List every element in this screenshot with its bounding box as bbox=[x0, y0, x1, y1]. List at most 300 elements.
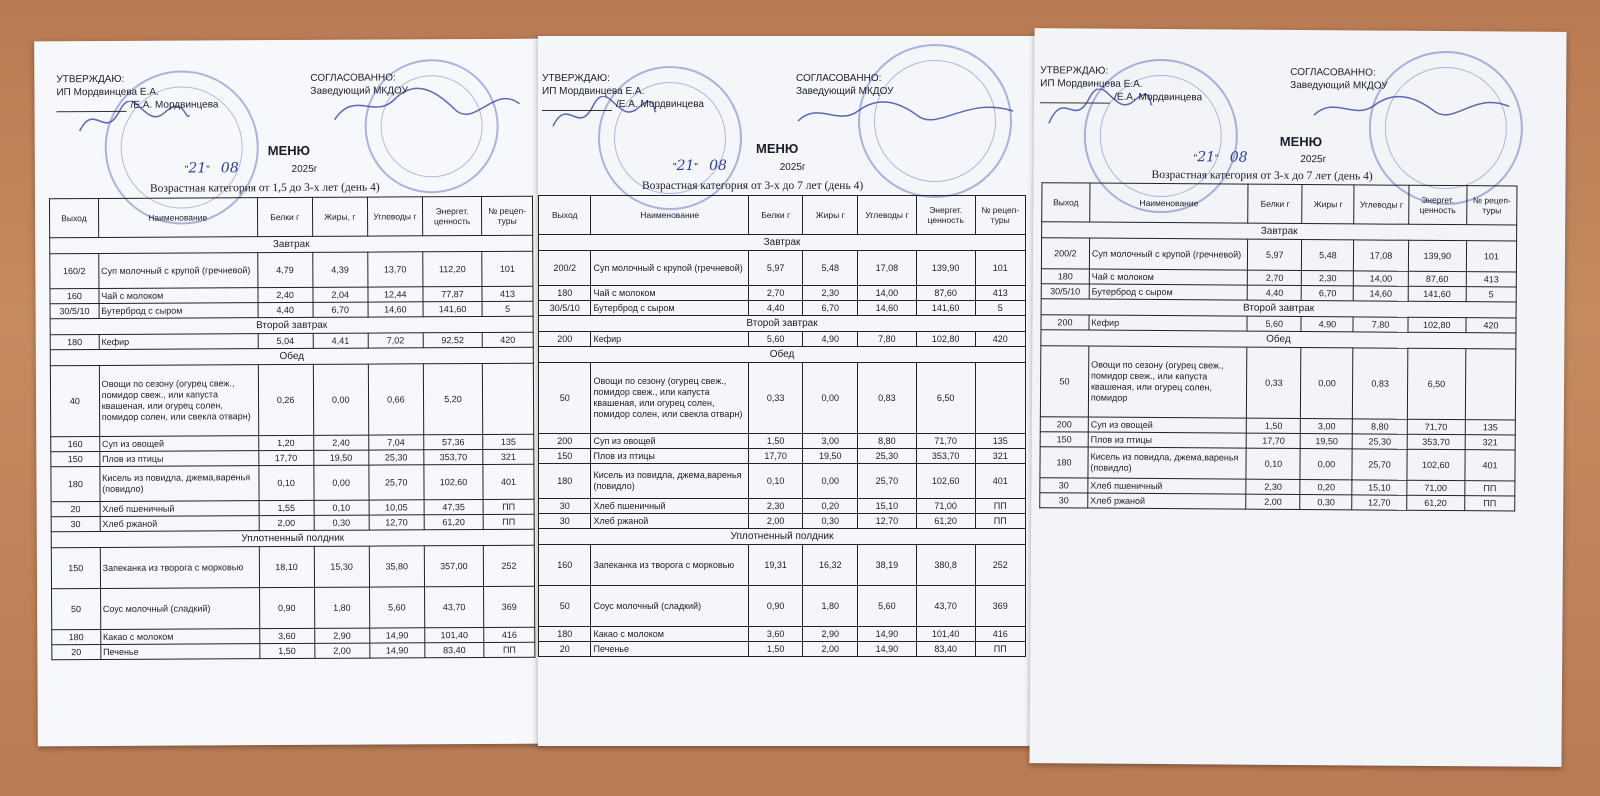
energy-cell: 61,20 bbox=[424, 514, 483, 529]
protein-cell: 17,70 bbox=[748, 449, 803, 464]
protein-cell: 2,30 bbox=[1246, 479, 1300, 494]
energy-cell: 102,80 bbox=[1408, 317, 1466, 332]
menu-sheet-preschool-copy bbox=[1029, 28, 1566, 767]
protein-cell: 0,33 bbox=[1247, 347, 1302, 418]
energy-cell: 102,60 bbox=[916, 464, 975, 499]
fat-cell: 0,30 bbox=[803, 514, 858, 529]
dish-name-cell: Кефир bbox=[591, 332, 748, 347]
portion-cell: 50 bbox=[1040, 346, 1088, 417]
table-row bbox=[539, 464, 1026, 499]
column-header: № рецеп-туры bbox=[482, 196, 533, 235]
protein-cell: 2,70 bbox=[748, 286, 803, 301]
column-header: Белки г bbox=[1248, 184, 1302, 223]
agreed-block bbox=[796, 72, 894, 98]
recipe-cell: ПП bbox=[484, 642, 535, 657]
portion-cell: 200/2 bbox=[539, 251, 591, 286]
fat-cell: 4,39 bbox=[312, 252, 367, 287]
carbs-cell: 25,70 bbox=[369, 465, 424, 500]
energy-cell: 101,40 bbox=[425, 627, 484, 642]
fat-cell: 15,30 bbox=[314, 546, 369, 587]
approve-org: ИП Мордвинцева Е.А. bbox=[1040, 78, 1143, 90]
table-row bbox=[51, 545, 534, 589]
carbs-cell: 25,30 bbox=[858, 449, 917, 464]
table-row bbox=[1040, 346, 1515, 420]
table-row bbox=[539, 586, 1026, 627]
carbs-cell: 14,60 bbox=[368, 302, 423, 317]
dish-name-cell: Хлеб пшеничный bbox=[1088, 478, 1246, 494]
protein-cell: 2,00 bbox=[748, 514, 803, 529]
energy-cell: 380,8 bbox=[916, 545, 975, 586]
fat-cell: 19,50 bbox=[803, 449, 858, 464]
fat-cell: 0,20 bbox=[803, 499, 858, 514]
recipe-cell: 420 bbox=[1466, 318, 1516, 333]
protein-cell: 5,04 bbox=[258, 333, 313, 348]
dish-name-cell: Хлеб пшеничный bbox=[100, 501, 259, 517]
dish-name-cell: Какао с молоком bbox=[591, 627, 748, 642]
fat-cell: 2,90 bbox=[314, 628, 369, 643]
table-row bbox=[539, 499, 1026, 514]
portion-cell: 180 bbox=[539, 464, 591, 499]
column-header: Жиры, г bbox=[312, 197, 367, 236]
fat-cell: 2,30 bbox=[1302, 271, 1354, 286]
energy-cell: 71,70 bbox=[1407, 419, 1465, 434]
carbs-cell: 15,10 bbox=[1352, 480, 1406, 495]
table-row bbox=[51, 464, 534, 502]
carbs-cell: 25,70 bbox=[858, 464, 917, 499]
agreed-org: Заведующий МКДОУ bbox=[310, 85, 408, 97]
energy-cell: 43,70 bbox=[424, 586, 484, 627]
carbs-cell: 12,70 bbox=[858, 514, 917, 529]
protein-cell: 0,10 bbox=[1246, 448, 1300, 479]
fat-cell: 6,70 bbox=[313, 302, 368, 317]
column-header: Углеводы г bbox=[367, 197, 422, 236]
approve-org: ИП Мордвинцева Е.А. bbox=[542, 86, 645, 97]
protein-cell: 18,10 bbox=[259, 546, 314, 587]
table-row bbox=[539, 301, 1026, 316]
protein-cell: 19,31 bbox=[748, 545, 803, 586]
table-row bbox=[50, 251, 533, 289]
energy-cell: 71,70 bbox=[916, 434, 975, 449]
protein-cell: 0,33 bbox=[748, 363, 803, 434]
recipe-cell: 135 bbox=[1465, 420, 1515, 435]
recipe-cell bbox=[975, 363, 1025, 434]
recipe-cell bbox=[1465, 349, 1516, 420]
menu-title: МЕНЮ bbox=[267, 142, 311, 159]
carbs-cell: 8,80 bbox=[1353, 419, 1407, 434]
dish-name-cell: Хлеб ржаной bbox=[1088, 493, 1246, 509]
dish-name-cell: Кефир bbox=[99, 334, 258, 350]
fat-cell: 2,40 bbox=[313, 435, 368, 450]
fat-cell: 0,00 bbox=[313, 364, 368, 435]
recipe-cell: 416 bbox=[975, 627, 1025, 642]
column-header: Выход bbox=[49, 198, 98, 237]
recipe-cell: 413 bbox=[975, 286, 1025, 301]
agreed-label: СОГЛАСОВАННО: bbox=[310, 72, 396, 84]
carbs-cell: 15,10 bbox=[858, 499, 917, 514]
section-title: Уплотненный полдник bbox=[51, 529, 534, 548]
protein-cell: 0,26 bbox=[258, 364, 313, 435]
age-category: Возрастная категория от 3-х до 7 лет (день 4) bbox=[1151, 168, 1373, 183]
energy-cell: 353,70 bbox=[424, 449, 483, 464]
protein-cell: 4,79 bbox=[257, 252, 312, 287]
portion-cell: 180 bbox=[1040, 447, 1088, 478]
column-header: Жиры г bbox=[1302, 185, 1354, 224]
fat-cell: 1,80 bbox=[803, 586, 858, 627]
dish-name-cell: Соус молочный (сладкий) bbox=[591, 586, 748, 627]
section-title: Завтрак bbox=[539, 235, 1026, 251]
menu-table bbox=[1039, 182, 1517, 511]
section-title: Обед bbox=[539, 347, 1026, 363]
carbs-cell: 25,70 bbox=[1352, 449, 1406, 480]
carbs-cell: 14,90 bbox=[858, 627, 917, 642]
energy-cell: 141,60 bbox=[1408, 286, 1466, 301]
fat-cell: 0,00 bbox=[314, 465, 369, 500]
fat-cell: 5,48 bbox=[1302, 240, 1354, 271]
dish-name-cell: Кисель из повидла, джема,варенья (повидло) bbox=[1088, 447, 1247, 479]
recipe-cell: 420 bbox=[482, 332, 533, 347]
agreed-label: СОГЛАСОВАННО: bbox=[796, 73, 882, 84]
approve-label: УТВЕРЖДАЮ: bbox=[542, 73, 610, 84]
table-row bbox=[52, 642, 535, 660]
protein-cell: 5,60 bbox=[1247, 316, 1301, 331]
energy-cell: 139,90 bbox=[1408, 240, 1467, 271]
carbs-cell: 17,08 bbox=[858, 251, 917, 286]
portion-cell: 30 bbox=[539, 499, 591, 514]
recipe-cell: 135 bbox=[975, 434, 1025, 449]
energy-cell: 6,50 bbox=[916, 363, 975, 434]
fat-cell: 0,20 bbox=[1300, 480, 1352, 495]
protein-cell: 3,60 bbox=[748, 627, 803, 642]
fat-cell: 0,10 bbox=[314, 500, 369, 515]
portion-cell: 200 bbox=[539, 332, 591, 347]
menu-date: "21" 08 2025г bbox=[184, 160, 318, 177]
dish-name-cell: Плов из птицы bbox=[1088, 432, 1246, 448]
portion-cell: 200 bbox=[539, 434, 591, 449]
fat-cell: 4,90 bbox=[1301, 317, 1353, 332]
column-header: Углеводы г bbox=[858, 196, 917, 235]
agreed-org: Заведующий МКДОУ bbox=[796, 86, 894, 97]
menu-sheet-preschool bbox=[538, 36, 1053, 746]
portion-cell: 200 bbox=[1041, 315, 1089, 330]
agreed-org: Заведующий МКДОУ bbox=[1290, 79, 1388, 92]
table-row bbox=[52, 586, 535, 630]
recipe-cell: 420 bbox=[975, 332, 1025, 347]
approve-label: УТВЕРЖДАЮ: bbox=[56, 73, 125, 86]
dish-name-cell: Суп из овощей bbox=[1088, 417, 1246, 433]
column-header: № рецеп-туры bbox=[975, 196, 1025, 235]
fat-cell: 2,90 bbox=[803, 627, 858, 642]
energy-cell: 43,70 bbox=[916, 586, 975, 627]
energy-cell: 141,60 bbox=[916, 301, 975, 316]
menu-table bbox=[538, 195, 1026, 657]
recipe-cell: 369 bbox=[484, 586, 535, 627]
portion-cell: 30 bbox=[539, 514, 591, 529]
recipe-cell: 413 bbox=[1466, 272, 1516, 287]
portion-cell: 40 bbox=[50, 365, 99, 436]
dish-name-cell: Кисель из повидла, джема,варенья (повидло) bbox=[591, 464, 748, 499]
carbs-cell: 38,19 bbox=[858, 545, 917, 586]
portion-cell: 160 bbox=[51, 436, 100, 451]
column-header: Белки г bbox=[257, 197, 312, 236]
carbs-cell: 5,60 bbox=[369, 587, 424, 628]
carbs-cell: 14,90 bbox=[858, 642, 917, 657]
protein-cell: 5,60 bbox=[748, 332, 803, 347]
recipe-cell: ПП bbox=[483, 499, 534, 514]
recipe-cell: ПП bbox=[1465, 481, 1515, 496]
dish-name-cell: Какао с молоком bbox=[100, 629, 259, 645]
energy-cell: 139,90 bbox=[916, 251, 975, 286]
energy-cell: 87,60 bbox=[1408, 271, 1466, 286]
portion-cell: 20 bbox=[539, 642, 591, 657]
fat-cell: 0,30 bbox=[1300, 495, 1352, 510]
approve-block bbox=[1040, 64, 1202, 104]
energy-cell: 83,40 bbox=[916, 642, 975, 657]
portion-cell: 150 bbox=[51, 451, 100, 466]
dish-name-cell: Кефир bbox=[1089, 315, 1247, 331]
portion-cell: 160 bbox=[539, 545, 591, 586]
recipe-cell: 252 bbox=[975, 545, 1025, 586]
dish-name-cell: Суп из овощей bbox=[591, 434, 748, 449]
table-header bbox=[539, 196, 1026, 235]
fat-cell: 3,00 bbox=[1301, 419, 1353, 434]
menu-date: "21" 08 2025г bbox=[673, 158, 806, 174]
table-row bbox=[539, 363, 1026, 434]
dish-name-cell: Хлеб ржаной bbox=[100, 516, 259, 532]
menu-sheet-toddlers bbox=[34, 39, 543, 747]
recipe-cell: 135 bbox=[483, 434, 534, 449]
dish-name-cell: Овощи по сезону (огурец свеж., помидор свеж., или капуста квашеная, или огурец солен, помидор солен, или свекла отварн) bbox=[591, 363, 748, 434]
energy-cell: 353,70 bbox=[1407, 434, 1465, 449]
carbs-cell: 12,70 bbox=[1352, 495, 1406, 510]
energy-cell: 5,20 bbox=[423, 363, 483, 434]
dish-name-cell: Хлеб ржаной bbox=[591, 514, 748, 529]
carbs-cell: 10,05 bbox=[369, 500, 424, 515]
portion-cell: 150 bbox=[1040, 432, 1088, 447]
carbs-cell: 0,83 bbox=[858, 363, 917, 434]
dish-name-cell: Печенье bbox=[591, 642, 748, 657]
recipe-cell: 101 bbox=[482, 251, 533, 286]
portion-cell: 50 bbox=[539, 363, 591, 434]
age-category: Возрастная категория от 1,5 до 3-х лет (день 4) bbox=[149, 181, 380, 195]
fat-cell: 19,50 bbox=[313, 450, 368, 465]
recipe-cell: 401 bbox=[483, 464, 534, 499]
portion-cell: 160 bbox=[50, 288, 99, 303]
approve-block bbox=[56, 72, 218, 112]
fat-cell: 2,00 bbox=[314, 643, 369, 658]
section-row bbox=[539, 529, 1026, 545]
table-row bbox=[539, 286, 1026, 301]
section-title: Обед bbox=[1041, 330, 1516, 349]
recipe-cell bbox=[482, 363, 533, 434]
protein-cell: 2,40 bbox=[258, 287, 313, 302]
section-title: Второй завтрак bbox=[50, 316, 533, 335]
energy-cell: 102,60 bbox=[424, 464, 483, 499]
recipe-cell: 401 bbox=[975, 464, 1025, 499]
recipe-cell: 5 bbox=[1466, 287, 1516, 302]
fat-cell: 2,00 bbox=[803, 642, 858, 657]
dish-name-cell: Чай с молоком bbox=[99, 288, 258, 304]
section-row bbox=[539, 316, 1026, 332]
table-row bbox=[539, 449, 1026, 464]
dish-name-cell: Суп молочный с крупой (гречневой) bbox=[591, 251, 748, 286]
portion-cell: 180 bbox=[1041, 269, 1089, 284]
section-title: Завтрак bbox=[1042, 222, 1517, 241]
column-header: Выход bbox=[539, 196, 591, 235]
recipe-cell: 416 bbox=[484, 627, 535, 642]
energy-cell: 83,40 bbox=[425, 642, 484, 657]
fat-cell: 4,41 bbox=[313, 333, 368, 348]
section-title: Завтрак bbox=[50, 235, 533, 254]
recipe-cell: 321 bbox=[483, 449, 534, 464]
recipe-cell: 5 bbox=[975, 301, 1025, 316]
dish-name-cell: Соус молочный (сладкий) bbox=[100, 588, 259, 630]
protein-cell: 17,70 bbox=[1246, 433, 1300, 448]
section-row bbox=[539, 347, 1026, 363]
fat-cell: 6,70 bbox=[803, 301, 858, 316]
portion-cell: 180 bbox=[539, 286, 591, 301]
menu-title: МЕНЮ bbox=[1279, 133, 1323, 150]
agreed-block bbox=[310, 71, 408, 98]
energy-cell: 61,20 bbox=[1406, 495, 1464, 510]
carbs-cell: 25,30 bbox=[1353, 434, 1407, 449]
column-header: Энергет. ценность bbox=[1408, 185, 1467, 224]
protein-cell: 0,90 bbox=[259, 587, 314, 628]
energy-cell: 71,00 bbox=[1406, 480, 1464, 495]
column-header: Белки г bbox=[748, 196, 803, 235]
column-header: Наименование bbox=[1090, 183, 1249, 223]
portion-cell: 180 bbox=[50, 334, 99, 349]
dish-name-cell: Плов из птицы bbox=[100, 451, 259, 467]
fat-cell: 2,04 bbox=[313, 287, 368, 302]
approve-label: УТВЕРЖДАЮ: bbox=[1040, 65, 1109, 77]
table-row bbox=[539, 545, 1026, 586]
carbs-cell: 7,80 bbox=[1353, 317, 1407, 332]
protein-cell: 5,97 bbox=[1248, 239, 1302, 270]
energy-cell: 357,00 bbox=[424, 545, 484, 586]
recipe-cell: 401 bbox=[1465, 450, 1515, 481]
dish-name-cell: Суп молочный с крупой (гречневой) bbox=[1089, 238, 1248, 270]
dish-name-cell: Запеканка из творога с морковью bbox=[591, 545, 748, 586]
recipe-cell: 101 bbox=[975, 251, 1025, 286]
dish-name-cell: Овощи по сезону (огурец свеж., помидор свеж., или капуста квашеная, или огурец солен, помидор bbox=[1088, 346, 1247, 418]
protein-cell: 3,60 bbox=[259, 628, 314, 643]
fat-cell: 19,50 bbox=[1301, 434, 1353, 449]
dish-name-cell: Суп молочный с крупой (гречневой) bbox=[98, 253, 257, 289]
agreed-block bbox=[1290, 66, 1388, 93]
carbs-cell: 14,00 bbox=[1354, 271, 1408, 286]
dish-name-cell: Плов из птицы bbox=[591, 449, 748, 464]
section-title: Второй завтрак bbox=[1041, 299, 1516, 318]
fat-cell: 3,00 bbox=[803, 434, 858, 449]
carbs-cell: 0,66 bbox=[368, 364, 423, 435]
portion-cell: 150 bbox=[539, 449, 591, 464]
portion-cell: 160/2 bbox=[50, 253, 99, 288]
recipe-cell: ПП bbox=[975, 514, 1025, 529]
energy-cell: 353,70 bbox=[916, 449, 975, 464]
fat-cell: 5,48 bbox=[803, 251, 858, 286]
energy-cell: 71,00 bbox=[916, 499, 975, 514]
protein-cell: 4,40 bbox=[1247, 285, 1301, 300]
protein-cell: 1,20 bbox=[258, 435, 313, 450]
protein-cell: 1,50 bbox=[748, 642, 803, 657]
approve-block bbox=[542, 72, 704, 111]
carbs-cell: 7,02 bbox=[368, 333, 423, 348]
carbs-cell: 8,80 bbox=[858, 434, 917, 449]
table-row bbox=[1041, 238, 1516, 272]
energy-cell: 92,52 bbox=[423, 332, 482, 347]
protein-cell: 1,50 bbox=[259, 643, 314, 658]
protein-cell: 2,00 bbox=[1246, 494, 1300, 509]
dish-name-cell: Чай с молоком bbox=[591, 286, 748, 301]
portion-cell: 50 bbox=[52, 588, 101, 629]
portion-cell: 200/2 bbox=[1041, 238, 1089, 269]
column-header: Энергет. ценность bbox=[916, 196, 975, 235]
recipe-cell: ПП bbox=[975, 499, 1025, 514]
carbs-cell: 12,44 bbox=[368, 287, 423, 302]
carbs-cell: 0,83 bbox=[1353, 348, 1408, 419]
carbs-cell: 5,60 bbox=[858, 586, 917, 627]
fat-cell: 0,30 bbox=[314, 515, 369, 530]
dish-name-cell: Овощи по сезону (огурец свеж., помидор свеж., или капуста квашеная, или огурец солен, помидор солен, или свекла отварн) bbox=[99, 365, 258, 437]
fat-cell: 6,70 bbox=[1302, 286, 1354, 301]
dish-name-cell: Чай с молоком bbox=[1089, 269, 1247, 285]
portion-cell: 30 bbox=[1040, 478, 1088, 493]
energy-cell: 6,50 bbox=[1407, 348, 1466, 419]
protein-cell: 2,00 bbox=[259, 515, 314, 530]
menu-title: МЕНЮ bbox=[756, 141, 799, 156]
protein-cell: 4,40 bbox=[748, 301, 803, 316]
carbs-cell: 25,30 bbox=[369, 450, 424, 465]
dish-name-cell: Бутерброд с сыром bbox=[591, 301, 748, 316]
table-row bbox=[50, 363, 533, 437]
portion-cell: 30/5/10 bbox=[1041, 284, 1089, 299]
protein-cell: 2,70 bbox=[1248, 270, 1302, 285]
portion-cell: 200 bbox=[1040, 417, 1088, 432]
section-title: Обед bbox=[50, 347, 533, 366]
fat-cell: 1,80 bbox=[314, 587, 369, 628]
column-header: Энергет. ценность bbox=[422, 196, 482, 235]
protein-cell: 1,55 bbox=[259, 500, 314, 515]
portion-cell: 180 bbox=[539, 627, 591, 642]
recipe-cell: 252 bbox=[483, 545, 534, 586]
carbs-cell: 14,60 bbox=[1354, 286, 1408, 301]
table-row bbox=[539, 251, 1026, 286]
carbs-cell: 35,80 bbox=[369, 546, 424, 587]
fat-cell: 0,00 bbox=[1300, 449, 1352, 480]
protein-cell: 0,10 bbox=[258, 465, 313, 500]
carbs-cell: 14,00 bbox=[858, 286, 917, 301]
fat-cell: 0,00 bbox=[803, 464, 858, 499]
approve-org: ИП Мордвинцева Е.А. bbox=[56, 86, 159, 99]
table-row bbox=[539, 514, 1026, 529]
portion-cell: 20 bbox=[51, 501, 100, 516]
energy-cell: 102,60 bbox=[1407, 449, 1466, 480]
recipe-cell: 5 bbox=[482, 301, 533, 316]
menu-table bbox=[49, 196, 535, 661]
approve-name: /Е.А. Мордвинцева bbox=[1114, 91, 1203, 104]
approve-name: /Е.А. Мордвинцева bbox=[130, 99, 219, 111]
table-row bbox=[539, 627, 1026, 642]
recipe-cell: 101 bbox=[1466, 241, 1516, 272]
portion-cell: 150 bbox=[51, 547, 100, 588]
approve-name: /Е.А. Мордвинцева bbox=[616, 99, 704, 110]
carbs-cell: 7,80 bbox=[858, 332, 917, 347]
carbs-cell: 7,04 bbox=[368, 435, 423, 450]
protein-cell: 1,50 bbox=[748, 434, 803, 449]
energy-cell: 57,36 bbox=[424, 434, 483, 449]
carbs-cell: 17,08 bbox=[1354, 240, 1408, 271]
menu-date: "21" 08 2025г bbox=[1193, 149, 1327, 166]
